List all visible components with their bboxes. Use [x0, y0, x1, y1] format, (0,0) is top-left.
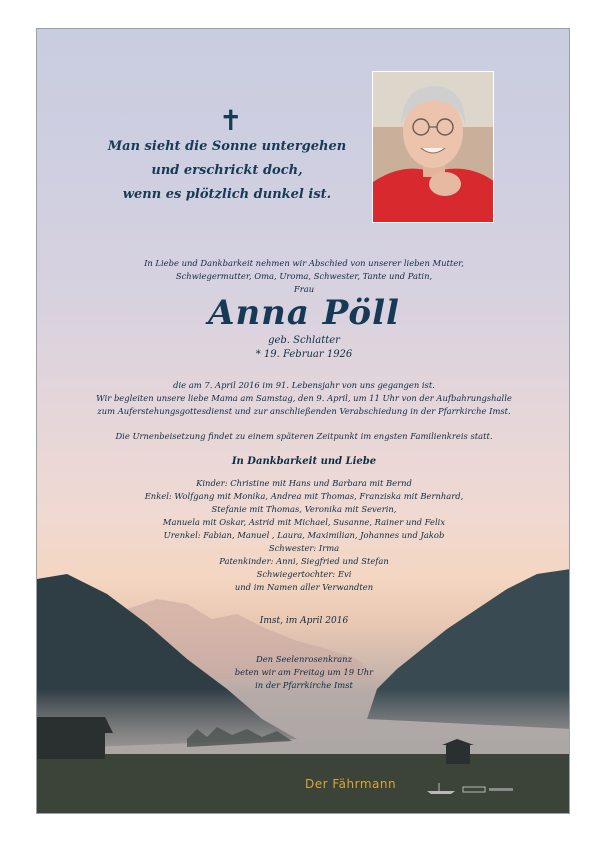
family-line: Urenkel: Fabian, Manuel , Laura, Maximilian, Johannes und Jakob — [163, 530, 445, 540]
maiden-name: geb. Schlatter — [268, 335, 340, 346]
family-line: Patenkinder: Anni, Siegfried und Stefan — [219, 556, 389, 566]
intro-line-2: Schwiegermutter, Oma, Uroma, Schwester, Tante und Patin, — [175, 271, 433, 281]
urn-burial-note: Die Urnenbeisetzung findet zu einem späteren Zeitpunkt im engsten Familienkreis statt. — [115, 431, 493, 441]
rosary-line-2: beten wir am Freitag um 19 Uhr — [234, 667, 374, 677]
birth-date: * 19. Februar 1926 — [255, 349, 353, 360]
family-line: und im Namen aller Verwandten — [234, 582, 374, 592]
cross-icon: ✝ — [219, 104, 243, 137]
family-line: Stefanie mit Thomas, Veronika mit Severin, — [211, 504, 397, 514]
quote-line-1: Man sieht die Sonne untergehen — [107, 139, 347, 154]
family-list — [37, 477, 570, 594]
family-heading: In Dankbarkeit und Liebe — [231, 456, 377, 467]
details-line-3: zum Auferstehungsgottesdienst und zur anschließenden Verabschiedung in der Pfarrkirche Imst. — [97, 406, 511, 416]
family-line: Manuela mit Oskar, Astrid mit Michael, Susanne, Rainer und Felix — [162, 517, 446, 527]
obituary-card — [36, 28, 570, 814]
funeral-details — [37, 379, 570, 418]
details-line-1: die am 7. April 2016 im 91. Lebensjahr von uns gegangen ist. — [173, 380, 435, 390]
memorial-quote — [107, 135, 347, 207]
family-line: Enkel: Wolfgang mit Monika, Andrea mit Thomas, Franziska mit Bernhard, — [144, 491, 464, 501]
quote-line-3: wenn es plötzlich dunkel ist. — [122, 187, 332, 202]
intro-line-3: Frau — [293, 284, 315, 294]
place-date: Imst, im April 2016 — [259, 616, 349, 626]
family-line: Kinder: Christine mit Hans und Barbara mit Bernd — [196, 478, 412, 488]
rosary-line-1: Den Seelenrosenkranz — [256, 654, 352, 664]
family-line: Schwester: Irma — [268, 543, 340, 553]
portrait-photo — [372, 71, 494, 223]
rosary-line-3: in der Pfarrkirche Imst — [255, 680, 353, 690]
details-line-2: Wir begleiten unsere liebe Mama am Samstag, den 9. April, um 11 Uhr von der Aufbahrungshalle — [96, 393, 512, 403]
intro-line-1: In Liebe und Dankbarkeit nehmen wir Abschied von unserer lieben Mutter, — [144, 258, 464, 268]
funeral-home-logo: Der Fährmann — [305, 777, 397, 791]
rosary-note — [37, 653, 570, 692]
deceased-name: Anna Pöll — [208, 293, 400, 333]
intro-text — [37, 257, 570, 296]
boat-icon — [425, 781, 515, 795]
family-line: Schwiegertochter: Evi — [256, 569, 352, 579]
quote-line-2: und erschrickt doch, — [151, 163, 303, 178]
